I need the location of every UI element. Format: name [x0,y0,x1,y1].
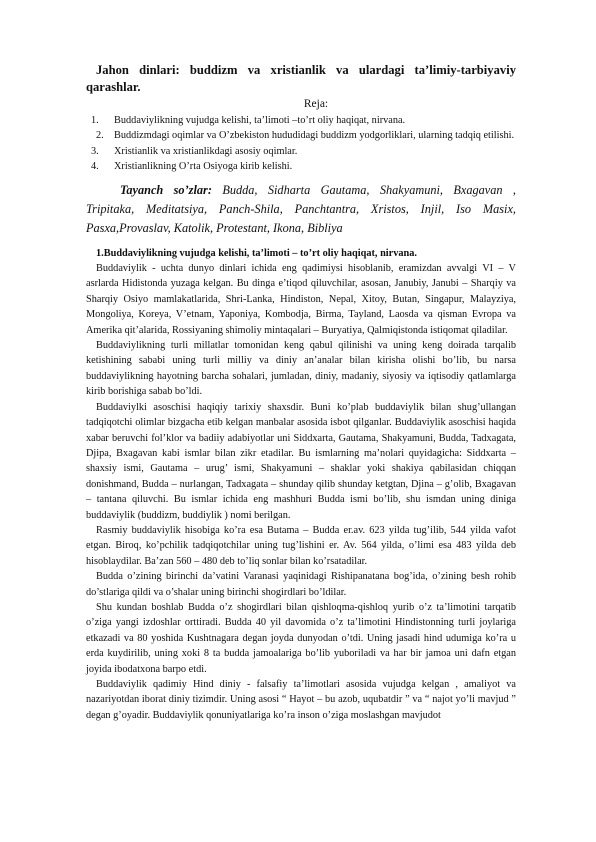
document-title: Jahon dinlari: buddizm va xristianlik va ulardagi ta’limiy-tarbiyaviy qarashlar. [86,63,516,94]
plan-label: Reja: [303,98,329,110]
section-heading: 1.Buddaviylikning vujudga kelishi, ta’limoti – to’rt oliy haqiqat, nirvana. [96,247,417,259]
paragraph: Budda o’zining birinchi da’vatini Varanasi yaqinidagi Rishipanatana bog’ida, o’zining besh rohib do’stlariga qildi va o’shalar uning birinchi shogirdlari bo’ldilar. [86,571,516,598]
keywords-text: Budda, Sidharta Gautama, Shakyamuni, Bxagavan , Tripitaka, Meditatsiya, Panch-Shila, Panchtantra, Xristos, Injil, Iso Masix, Pasxa,Provaslav, Katolik, Protestant, Ikona, Bibliya [86,182,517,235]
plan-item-text: Buddaviylikning vujudga kelishi, ta’limoti –to’rt oliy haqiqat, nirvana. [114,115,406,126]
plan-item-number: 4. [91,161,99,173]
paragraph: Buddaviylikning turli millatlar tomonidan keng qabul qilinishi va uning keng doirada tarqalib ketishining sababi uning turli milliy va diniy an’analar bilan kirisha olishi bo’lib, bu narsa buddaviylikning hayotning barcha sohalari, jumladan, diniy, madaniy, siyosiy va iqtisodiy qatlamlarga kirib borishiga sabab bo’ldi. [86,340,516,398]
plan-item-text: Xristianlikning O’rta Osiyoga kirib kelishi. [114,161,293,173]
paragraph: Buddaviylik - uchta dunyo dinlari ichida eng qadimiysi hisoblanib, eramizdan avvalgi VI – V asrlarda Hidistonda yuzaga kelgan. Bu dinga e’tiqod qiluvchilar, asosan, Janubiy, Janubi – Sharqiy va Sharqiy Osiyo mamlakatlarida, Shri-Lanka, Hindiston, Nepal, Xitoy, Butan, Singapur, Malayziya, Mongoliya, Koreya, V’etnam, Yaponiya, Kombodja, Birma, Tayland, Laosda va qisman Evropa va Amerika qit’alarida, Rossiyaning shimoliy mintaqalari – Buryatiya, Qalmiqistonda istiqomat qiladilar. [86,263,516,336]
paragraph: Shu kundan boshlab Budda o’z shogirdlari bilan qishloqma-qishloq yurib o’z ta’limotini tarqatib o’ziga yangi izdoshlar orttiradi. Budda 40 yil davomida o’z ta’limotini Hindistonning turli joylariga etkazadi va 80 yoshida Kushtnagara degan joyda dunyodan o’tdi. Uning jasadi hind udumiga ko’ra u erda kuydirilib, uning xoki 8 ta budda jamoalariga bo’lib yuboriladi va har bir jamoa uni dafn etgan joyida ibodatxona barpo etdi. [86,601,516,675]
plan-item-number: 1. [91,115,99,126]
plan-item-text: Buddizmdagi oqimlar va O’zbekiston hududidagi buddizm yodgorliklari, ularning tadqiq etilishi. [114,130,515,142]
paragraph: Buddaviylik qadimiy Hind diniy - falsafiy ta’limotlari asosida vujudga kelgan , amaliyot va nazariyotdan iborat diniy tizimdir. Uning asosi “ Hayot – bu azob, uqubatdir ” va “ najot yo’li mavjud ” degan g’oyadir. Buddaviylik qonuniyatlariga ko’ra inson o’ziga moslashgan mavjudot [86,679,516,721]
plan-item-text: Xristianlik va xristianlikdagi asosiy oqimlar. [114,145,298,157]
plan-item [86,144,516,159]
keywords-label: Tayanch so’zlar: [120,182,212,197]
plan-item [86,113,516,128]
document-body [86,62,516,723]
paragraph: Buddaviylki asoschisi haqiqiy tarixiy shaxsdir. Buni ko’plab buddaviylik bilan shug’ullangan tadqiqotchi olimlar bizgacha etib kelgan manbalar asosida isbot qilganlar. Buddaviylik asoschisi haqida xabar beruvchi fol’klor va badiiy adabiyotlar uni Siddxarta, Gautama, Shakyamuni, Budda, Tadxagata, Djipa, Bxagavan kabi ismlar bilan zikr etadilar. Bu ismlarning ma’nolari quyidagicha: Siddxarta – shaxsiy ismi, Gautama – urug’ ismi, Shakyamuni – shaklar yoki shakiya qabilasidan chiqqan donishmand, Budda – nurlangan, Tadxagata – shunday qilib shunday ketgtan, Djina – g’olib, Bxagavan – tantana qiluvchi. Bu ismlar ichida eng mashhuri Budda ismi bo’lib, shu ismdan uning diniga buddaviylik (buddizm, buddiylik ) nomi berilgan. [86,401,516,521]
plan-item-number: 2. [96,130,104,142]
keywords [86,181,516,238]
plan-item [86,159,516,174]
plan-item-number: 3. [91,145,99,157]
plan-list [86,113,516,175]
plan-item [86,128,516,143]
paragraph: Rasmiy buddaviylik hisobiga ko’ra esa Butama – Budda er.av. 623 yilda tug’ilib, 544 yilda vafot etgan. Biroq, ko’pchilik tadqiqotchilar uning tug’lishini er. Av. 564 yilda, o’limi esa 483 yilda deb hisoblaydilar. Ba’zan 560 – 480 deb to’liq sonlar bilan ko’rsatadilar. [86,524,516,567]
